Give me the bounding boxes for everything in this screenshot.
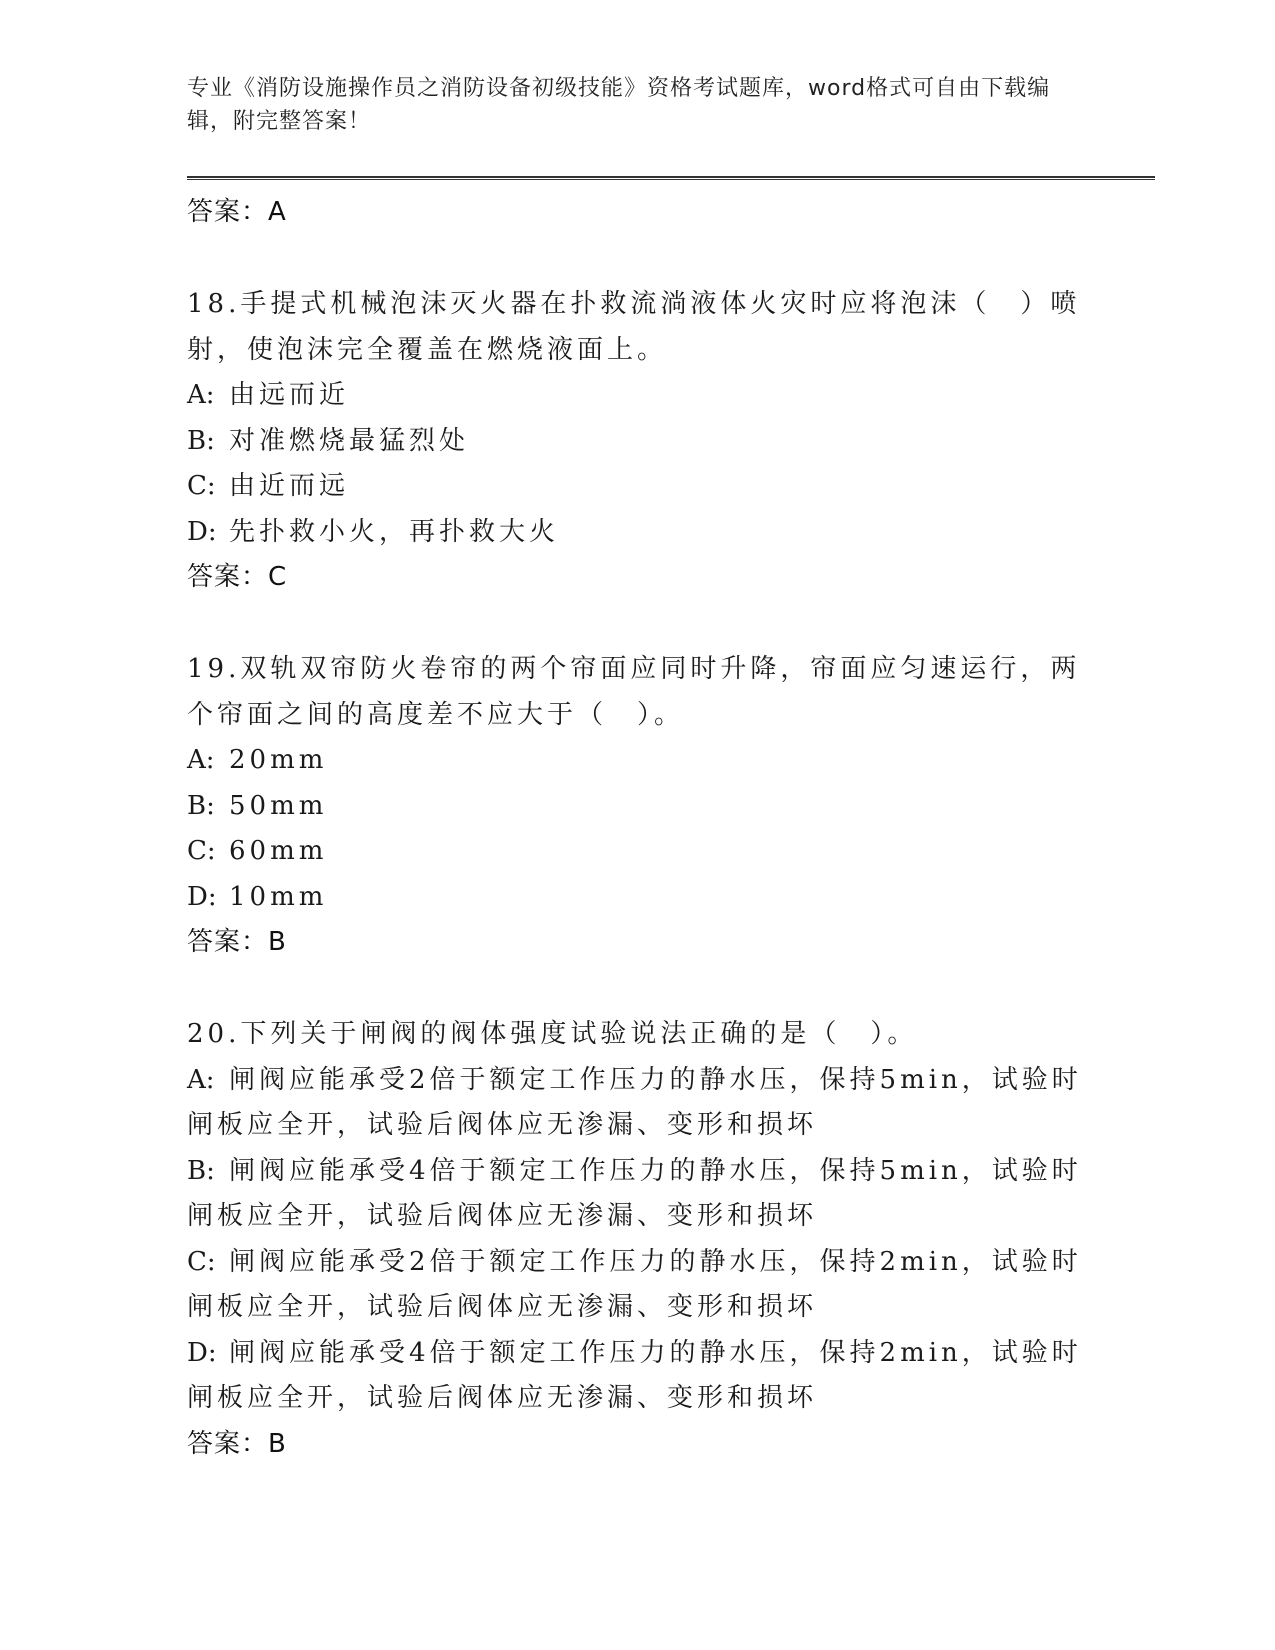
question-stem: 18.手提式机械泡沫灭火器在扑救流淌液体火灾时应将泡沫（ ）喷射，使泡沫完全覆盖在燃烧液面上。: [187, 289, 1081, 365]
option-b: [187, 419, 1087, 465]
option-d: [187, 510, 1087, 556]
question-19: [187, 647, 1087, 965]
option-text: 闸阀应能承受2倍于额定工作压力的静水压，保持2min，试验时闸板应全开，试验后阀体应无渗漏、变形和损坏: [187, 1246, 1082, 1322]
option-label: B:: [187, 425, 215, 456]
option-text: 闸阀应能承受2倍于额定工作压力的静水压，保持5min，试验时闸板应全开，试验后阀体应无渗漏、变形和损坏: [187, 1064, 1082, 1140]
answer: 答案：B: [187, 927, 287, 957]
option-c: [187, 1240, 1087, 1331]
question-stem: 19.双轨双帘防火卷帘的两个帘面应同时升降，帘面应匀速运行，两个帘面之间的高度差不应大于（ ）。: [187, 654, 1081, 730]
question-18: [187, 282, 1087, 600]
option-label: D:: [187, 1337, 217, 1368]
option-b: [187, 1149, 1087, 1240]
option-label: B:: [187, 1155, 215, 1186]
option-c: [187, 464, 1087, 510]
option-label: D:: [187, 881, 217, 912]
option-text: 60mm: [229, 836, 328, 866]
option-label: B:: [187, 790, 215, 821]
option-text: 闸阀应能承受4倍于额定工作压力的静水压，保持2min，试验时闸板应全开，试验后阀体应无渗漏、变形和损坏: [187, 1337, 1082, 1413]
option-label: C:: [187, 471, 216, 501]
option-a: [187, 738, 1087, 784]
answer: 答案：B: [187, 1428, 287, 1459]
option-b: [187, 784, 1087, 830]
option-text: 由远而近: [229, 380, 350, 410]
option-label: A:: [187, 745, 215, 775]
option-text: 闸阀应能承受4倍于额定工作压力的静水压，保持5min，试验时闸板应全开，试验后阀体应无渗漏、变形和损坏: [187, 1155, 1082, 1231]
option-a: [187, 1058, 1087, 1149]
option-label: A:: [187, 380, 215, 410]
option-d: [187, 1331, 1087, 1422]
header-divider: [187, 176, 1155, 180]
option-text: 10mm: [229, 881, 328, 912]
option-a: [187, 373, 1087, 419]
document-header: 专业《消防设施操作员之消防设备初级技能》资格考试题库，word格式可自由下载编辑，附完整答案！: [187, 76, 1051, 134]
question-list: [187, 190, 1087, 1467]
question-stem: 20.下列关于闸阀的阀体强度试验说法正确的是（ ）。: [187, 1019, 918, 1049]
option-text: 50mm: [229, 790, 328, 821]
previous-answer: 答案：A: [187, 197, 287, 227]
option-c: [187, 829, 1087, 875]
option-text: 由近而远: [229, 471, 350, 501]
answer: 答案：C: [187, 562, 288, 592]
option-label: A:: [187, 1064, 215, 1095]
option-text: 先扑救小火，再扑救大火: [229, 516, 560, 547]
question-20: [187, 1012, 1087, 1467]
option-label: D:: [187, 516, 217, 547]
option-text: 20mm: [229, 745, 328, 775]
option-label: C:: [187, 836, 216, 866]
option-d: [187, 875, 1087, 921]
option-text: 对准燃烧最猛烈处: [229, 425, 470, 456]
option-label: C:: [187, 1246, 216, 1277]
